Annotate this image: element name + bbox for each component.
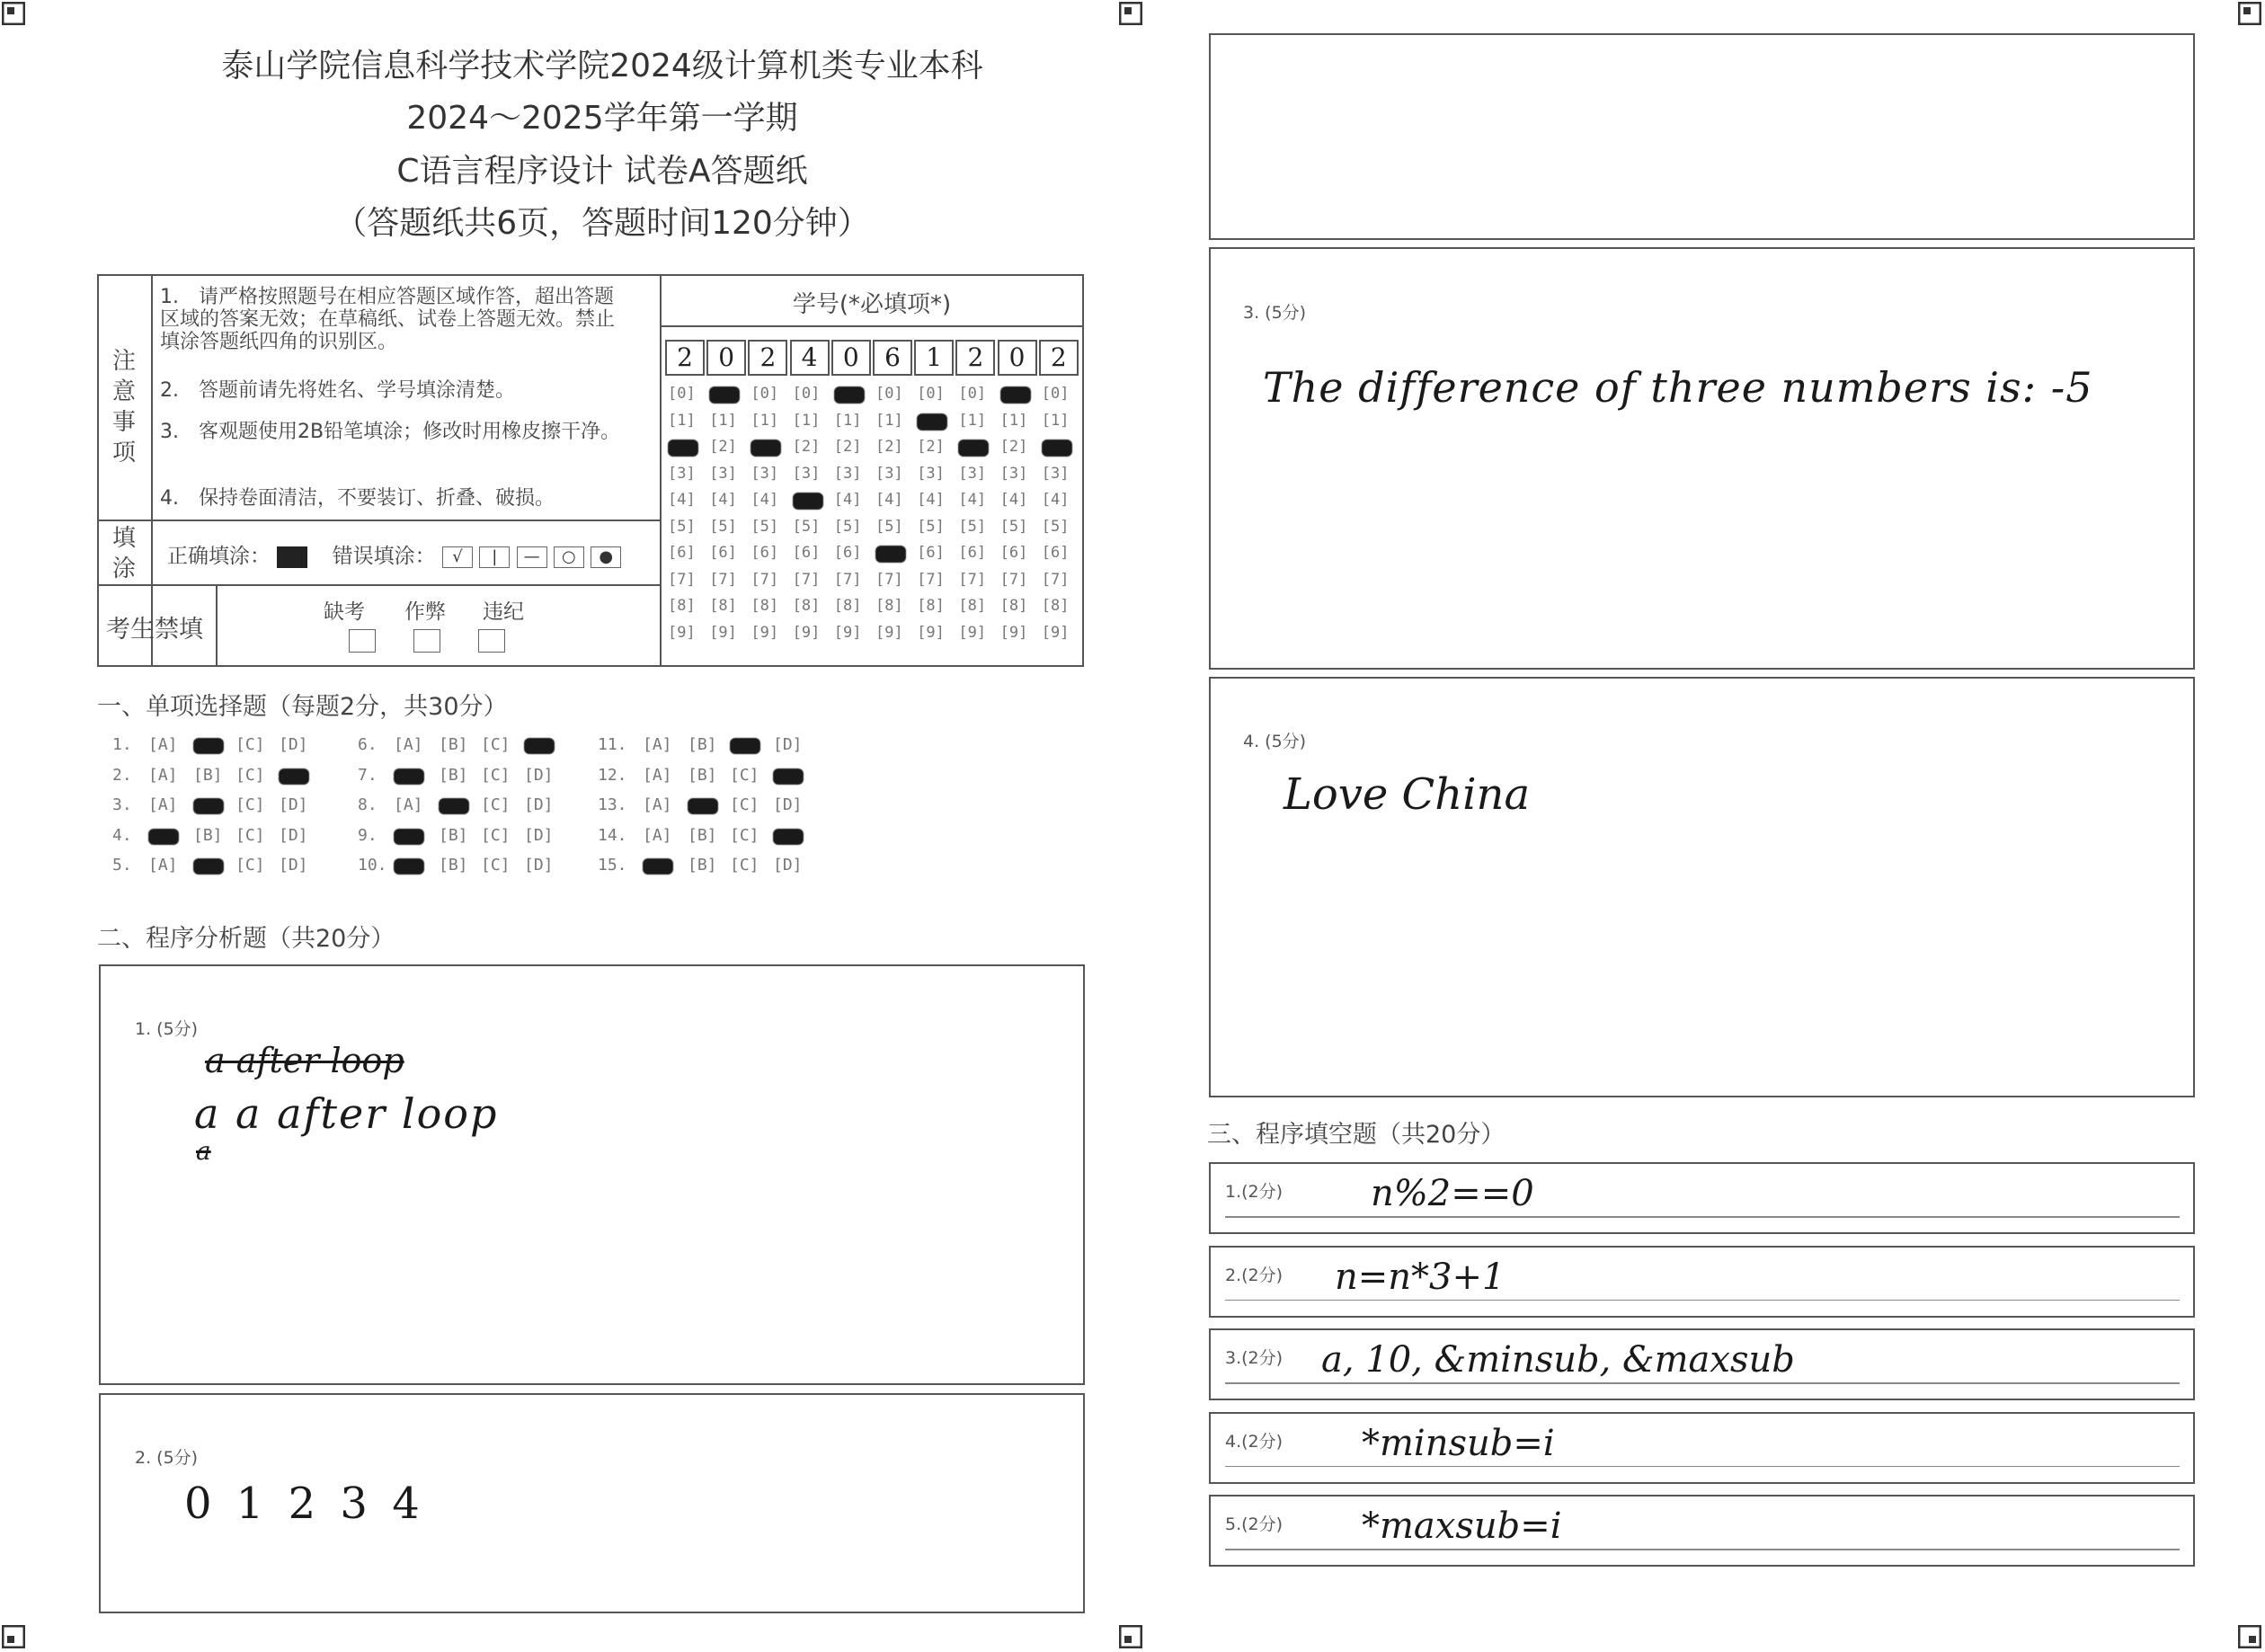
student-id-bubble[interactable]: [3] <box>668 464 696 483</box>
student-id-bubble[interactable]: [1] <box>1041 411 1070 430</box>
mc-filled-bubble[interactable] <box>394 768 424 785</box>
exam-term: 2024～2025学年第一学期 <box>406 100 798 137</box>
mc-question-number: 14. <box>598 825 627 845</box>
mc-option-bubble[interactable]: [C] <box>235 856 265 875</box>
mc-option-bubble[interactable]: [C] <box>235 735 265 754</box>
student-id-bubble[interactable]: [9] <box>792 623 821 642</box>
student-id-bubble[interactable]: [6] <box>958 544 987 562</box>
mc-option-bubble[interactable]: [A] <box>643 765 672 785</box>
mc-filled-bubble[interactable] <box>773 768 804 785</box>
mc-filled-bubble[interactable] <box>688 798 718 814</box>
exam-pages-note: （答题纸共6页，答题时间120分钟） <box>334 205 870 242</box>
fill-underline <box>1225 1549 2180 1550</box>
student-id-bubble[interactable]: [8] <box>668 597 696 615</box>
student-id-bubble[interactable]: [6] <box>1041 544 1070 562</box>
mc-question-number: 9. <box>358 825 378 845</box>
student-id-bubble[interactable]: [5] <box>668 517 696 536</box>
student-id-bubble[interactable]: [5] <box>999 517 1028 536</box>
mc-option-bubble[interactable]: [D] <box>279 795 308 814</box>
fill-item-answer: n%2==0 <box>1371 1173 1534 1214</box>
mc-filled-bubble[interactable] <box>279 768 309 785</box>
corner-marker-icon <box>2 1625 25 1648</box>
mc-option-bubble[interactable]: [D] <box>279 825 308 845</box>
fill-answer-box[interactable] <box>1209 1495 2195 1567</box>
student-id-digit: 2 <box>1039 340 1079 376</box>
fill-underline <box>1225 1216 2180 1218</box>
student-id-bubble[interactable]: [9] <box>958 623 987 642</box>
student-id-bubble[interactable]: [7] <box>999 570 1028 589</box>
mc-filled-bubble[interactable] <box>643 858 673 875</box>
mc-option-bubble[interactable]: [B] <box>439 825 468 845</box>
mc-question-number: 12. <box>598 765 627 785</box>
student-id-bubble[interactable]: [3] <box>917 464 945 483</box>
flag-absent-label: 缺考 <box>324 600 365 624</box>
wrong-fill-dot: ● <box>591 546 621 568</box>
flag-violation-checkbox[interactable] <box>478 629 505 653</box>
student-id-bubble[interactable]: [0] <box>792 385 821 403</box>
q3-answer: The difference of three numbers is: -5 <box>1263 363 2093 412</box>
student-id-bubble[interactable]: [2] <box>999 438 1028 456</box>
student-id-bubble[interactable]: [6] <box>792 544 821 562</box>
student-id-bubble[interactable]: [7] <box>958 570 987 589</box>
mc-option-bubble[interactable]: [C] <box>481 856 511 875</box>
student-id-bubble[interactable]: [4] <box>833 491 862 509</box>
corner-marker-icon <box>2238 1625 2261 1648</box>
wrong-fill-circle: ○ <box>554 546 584 568</box>
q1-struck-answer: a after loop <box>205 1041 404 1080</box>
corner-marker-icon <box>2 2 25 25</box>
mc-option-bubble[interactable]: [A] <box>643 795 672 814</box>
mc-option-bubble[interactable]: [B] <box>193 765 223 785</box>
wrong-fill-dash: — <box>517 546 547 568</box>
fill-label: 填涂 <box>111 525 136 582</box>
student-id-bubble[interactable]: [3] <box>999 464 1028 483</box>
mc-option-bubble[interactable]: [B] <box>439 765 468 785</box>
student-id-bubble[interactable]: [5] <box>958 517 987 536</box>
student-id-digit: 2 <box>748 340 787 376</box>
student-id-bubble[interactable]: [3] <box>709 464 737 483</box>
mc-option-bubble[interactable]: [D] <box>279 856 308 875</box>
student-id-digit: 4 <box>790 340 830 376</box>
mc-option-bubble[interactable]: [C] <box>235 825 265 845</box>
student-id-bubble[interactable]: [9] <box>833 623 862 642</box>
corner-marker-icon <box>1119 1625 1142 1648</box>
mc-option-bubble[interactable]: [D] <box>524 765 554 785</box>
section1-title: 一、单项选择题（每题2分，共30分） <box>97 693 508 721</box>
mc-filled-bubble[interactable] <box>148 829 179 845</box>
student-id-bubble[interactable]: [8] <box>958 597 987 615</box>
student-id-bubble[interactable]: [0] <box>668 385 696 403</box>
mc-option-bubble[interactable]: [A] <box>148 795 178 814</box>
student-id-bubble[interactable]: [2] <box>875 438 903 456</box>
student-id-bubble[interactable]: [6] <box>751 544 779 562</box>
mc-option-bubble[interactable]: [D] <box>524 795 554 814</box>
mc-option-bubble[interactable]: [D] <box>773 856 803 875</box>
mc-option-bubble[interactable]: [A] <box>148 765 178 785</box>
student-id-bubble[interactable]: [4] <box>958 491 987 509</box>
student-id-bubble[interactable]: [7] <box>833 570 862 589</box>
mc-option-bubble[interactable]: [D] <box>773 795 803 814</box>
student-id-digit: 0 <box>998 340 1037 376</box>
mc-question-number: 3. <box>112 795 132 814</box>
wrong-fill-bar: | <box>479 546 510 568</box>
mc-option-bubble[interactable]: [A] <box>643 825 672 845</box>
notice-item-2: 2. 答题前请先将姓名、学号填涂清楚。 <box>160 379 515 402</box>
student-id-filled-bubble[interactable] <box>793 493 823 510</box>
student-id-bubble[interactable]: [1] <box>958 411 987 430</box>
fill-answer-box[interactable] <box>1209 1162 2195 1234</box>
student-id-bubble[interactable]: [7] <box>709 570 737 589</box>
mc-option-bubble[interactable]: [A] <box>643 735 672 754</box>
student-id-bubble[interactable]: [0] <box>751 385 779 403</box>
mc-question-number: 11. <box>598 735 627 754</box>
wrong-fill-label: 错误填涂： <box>332 545 436 568</box>
mc-option-bubble[interactable]: [C] <box>235 795 265 814</box>
student-id-bubble[interactable]: [5] <box>1041 517 1070 536</box>
mc-option-bubble[interactable]: [B] <box>193 825 223 845</box>
fill-examples <box>167 539 621 569</box>
student-id-filled-bubble[interactable] <box>668 440 698 457</box>
student-id-bubble[interactable]: [8] <box>751 597 779 615</box>
student-id-digit: 0 <box>831 340 871 376</box>
student-id-bubble[interactable]: [6] <box>999 544 1028 562</box>
student-id-bubble[interactable]: [2] <box>792 438 821 456</box>
student-id-filled-bubble[interactable] <box>751 440 781 457</box>
student-id-bubble[interactable]: [5] <box>792 517 821 536</box>
wrong-fill-check: √ <box>442 546 473 568</box>
mc-option-bubble[interactable]: [C] <box>481 735 511 754</box>
student-id-filled-bubble[interactable] <box>834 386 865 404</box>
answer-box-q1[interactable] <box>99 964 1085 1385</box>
mc-question-number: 6. <box>358 735 378 754</box>
student-id-bubble[interactable]: [5] <box>833 517 862 536</box>
exam-school-title: 泰山学院信息科学技术学院2024级计算机类专业本科 <box>221 48 983 84</box>
mc-question-number: 2. <box>112 765 132 785</box>
student-id-bubble[interactable]: [2] <box>917 438 945 456</box>
mc-option-bubble[interactable]: [B] <box>688 856 717 875</box>
student-id-bubble[interactable]: [1] <box>792 411 821 430</box>
mc-option-bubble[interactable]: [C] <box>235 765 265 785</box>
student-id-filled-bubble[interactable] <box>917 413 947 431</box>
mc-question-number: 1. <box>112 735 132 754</box>
exam-course-title: C语言程序设计 试卷A答题纸 <box>396 153 808 190</box>
fill-item-label: 2.(2分) <box>1225 1265 1284 1285</box>
exam-flags-label: 考生禁填 <box>106 616 203 644</box>
mc-option-bubble[interactable]: [A] <box>148 856 178 875</box>
flag-cheat-checkbox[interactable] <box>413 629 440 653</box>
corner-marker-icon <box>2238 2 2261 25</box>
mc-option-bubble[interactable]: [A] <box>148 735 178 754</box>
student-id-bubble[interactable]: [4] <box>751 491 779 509</box>
student-id-bubble[interactable]: [5] <box>917 517 945 536</box>
fill-item-label: 1.(2分) <box>1225 1182 1284 1202</box>
student-id-bubble[interactable]: [9] <box>999 623 1028 642</box>
flag-violation-label: 违纪 <box>483 600 524 624</box>
student-id-bubble[interactable]: [5] <box>751 517 779 536</box>
mc-filled-bubble[interactable] <box>394 858 424 875</box>
fill-item-answer: *minsub=i <box>1362 1422 1555 1464</box>
student-id-bubble[interactable]: [8] <box>875 597 903 615</box>
student-id-digit: 2 <box>665 340 705 376</box>
fill-item-answer: *maxsub=i <box>1362 1505 1562 1547</box>
student-id-bubble[interactable]: [8] <box>833 597 862 615</box>
fill-item-answer: n=n*3+1 <box>1335 1256 1506 1298</box>
mc-filled-bubble[interactable] <box>773 829 804 845</box>
mc-question-number: 8. <box>358 795 378 814</box>
student-id-bubble[interactable]: [5] <box>875 517 903 536</box>
student-id-title: 学号(*必填项*) <box>792 291 952 318</box>
student-id-bubble[interactable]: [7] <box>792 570 821 589</box>
student-id-bubble[interactable]: [9] <box>751 623 779 642</box>
student-id-bubble[interactable]: [1] <box>833 411 862 430</box>
fill-underline <box>1225 1300 2180 1301</box>
student-id-bubble[interactable]: [8] <box>999 597 1028 615</box>
mc-filled-bubble[interactable] <box>394 829 424 845</box>
student-id-bubble[interactable]: [5] <box>709 517 737 536</box>
student-id-bubble[interactable]: [7] <box>875 570 903 589</box>
q1-scribble: a <box>196 1136 211 1166</box>
answer-box-q4[interactable] <box>1209 677 2195 1097</box>
fill-underline <box>1225 1466 2180 1468</box>
flag-absent-checkbox[interactable] <box>349 629 376 653</box>
student-id-bubble[interactable]: [7] <box>751 570 779 589</box>
student-id-bubble[interactable]: [3] <box>958 464 987 483</box>
student-id-bubble[interactable]: [1] <box>999 411 1028 430</box>
mc-question-number: 15. <box>598 856 627 875</box>
mc-filled-bubble[interactable] <box>193 798 224 814</box>
fill-item-label: 5.(2分) <box>1225 1514 1284 1534</box>
section3-title: 三、程序填空题（共20分） <box>1207 1121 1506 1149</box>
student-id-bubble[interactable]: [7] <box>917 570 945 589</box>
mc-option-bubble[interactable]: [C] <box>730 795 759 814</box>
student-id-bubble[interactable]: [9] <box>875 623 903 642</box>
student-id-bubble[interactable]: [4] <box>999 491 1028 509</box>
fill-underline <box>1225 1382 2180 1384</box>
q2-answer: 0 1 2 3 4 <box>184 1479 425 1529</box>
mc-question-number: 13. <box>598 795 627 814</box>
student-id-bubble[interactable]: [4] <box>875 491 903 509</box>
student-id-bubble[interactable]: [7] <box>668 570 696 589</box>
student-id-filled-bubble[interactable] <box>875 546 906 563</box>
corner-marker-icon <box>1119 2 1142 25</box>
student-id-bubble[interactable]: [2] <box>709 438 737 456</box>
student-id-bubble[interactable]: [3] <box>833 464 862 483</box>
mc-filled-bubble[interactable] <box>730 738 760 754</box>
student-id-bubble[interactable]: [3] <box>1041 464 1070 483</box>
mc-question-number: 7. <box>358 765 378 785</box>
mc-option-bubble[interactable]: [D] <box>279 735 308 754</box>
q3-label: 3. (5分) <box>1243 303 1307 323</box>
mc-option-bubble[interactable]: [C] <box>481 765 511 785</box>
q4-answer: Love China <box>1284 769 1531 820</box>
section2-title: 二、程序分析题（共20分） <box>97 925 395 953</box>
student-id-bubble[interactable]: [0] <box>1041 385 1070 403</box>
mc-option-bubble[interactable]: [A] <box>394 795 423 814</box>
mc-option-bubble[interactable]: [C] <box>481 795 511 814</box>
student-id-bubble[interactable]: [1] <box>709 411 737 430</box>
mc-filled-bubble[interactable] <box>524 738 555 754</box>
mc-question-number: 10. <box>358 856 387 875</box>
flag-cheat-label: 作弊 <box>404 600 446 624</box>
mc-option-bubble[interactable]: [A] <box>394 735 423 754</box>
correct-fill-label: 正确填涂： <box>167 545 271 568</box>
student-id-bubble[interactable]: [1] <box>751 411 779 430</box>
fill-item-answer: a, 10, &minsub, &maxsub <box>1321 1339 1795 1381</box>
student-id-bubble[interactable]: [2] <box>833 438 862 456</box>
answer-box-continued[interactable] <box>1209 33 2195 240</box>
student-id-bubble[interactable]: [4] <box>668 491 696 509</box>
answer-box-q3[interactable] <box>1209 247 2195 670</box>
student-id-bubble[interactable]: [1] <box>668 411 696 430</box>
mc-option-bubble[interactable]: [B] <box>688 825 717 845</box>
mc-filled-bubble[interactable] <box>193 738 224 754</box>
mc-option-bubble[interactable]: [C] <box>481 825 511 845</box>
student-id-bubble[interactable]: [0] <box>875 385 903 403</box>
student-id-bubble[interactable]: [8] <box>792 597 821 615</box>
q4-label: 4. (5分) <box>1243 732 1307 751</box>
mc-option-bubble[interactable]: [C] <box>730 856 759 875</box>
student-id-bubble[interactable]: [6] <box>709 544 737 562</box>
student-id-bubble[interactable]: [6] <box>917 544 945 562</box>
student-id-bubble[interactable]: [0] <box>958 385 987 403</box>
correct-fill-mark <box>277 546 307 568</box>
student-id-bubble[interactable]: [4] <box>1041 491 1070 509</box>
notice-label: 注意事项 <box>111 348 136 466</box>
student-id-bubble[interactable]: [9] <box>709 623 737 642</box>
fill-item-label: 4.(2分) <box>1225 1431 1284 1452</box>
notice-item-3: 3. 客观题使用2B铅笔填涂；修改时用橡皮擦干净。 <box>160 421 621 443</box>
q2-label: 2. (5分) <box>135 1448 199 1468</box>
notice-item-1: 1. 请严格按照题号在相应答题区域作答，超出答题区域的答案无效；在草稿纸、试卷上答题无效。禁止填涂答题纸四角的识别区。 <box>160 286 616 353</box>
student-id-digit: 6 <box>873 340 912 376</box>
student-id-digit: 0 <box>706 340 746 376</box>
student-id-bubble[interactable]: [9] <box>668 623 696 642</box>
student-id-filled-bubble[interactable] <box>1042 440 1072 457</box>
mc-option-bubble[interactable]: [B] <box>439 735 468 754</box>
student-id-filled-bubble[interactable] <box>1000 386 1031 404</box>
student-id-bubble[interactable]: [9] <box>917 623 945 642</box>
student-id-digit: 1 <box>914 340 954 376</box>
student-id-bubble[interactable]: [9] <box>1041 623 1070 642</box>
student-id-bubble[interactable]: [3] <box>792 464 821 483</box>
student-id-bubble[interactable]: [8] <box>1041 597 1070 615</box>
mc-option-bubble[interactable]: [B] <box>439 856 468 875</box>
notice-item-4: 4. 保持卷面清洁，不要装订、折叠、破损。 <box>160 487 555 510</box>
student-id-filled-bubble[interactable] <box>709 386 740 404</box>
student-id-digit: 2 <box>955 340 995 376</box>
student-id-bubble[interactable]: [3] <box>751 464 779 483</box>
mc-option-bubble[interactable]: [B] <box>688 765 717 785</box>
student-id-bubble[interactable]: [0] <box>917 385 945 403</box>
student-id-bubble[interactable]: [6] <box>668 544 696 562</box>
mc-option-bubble[interactable]: [D] <box>524 856 554 875</box>
student-id-bubble[interactable]: [3] <box>875 464 903 483</box>
mc-option-bubble[interactable]: [D] <box>773 735 803 754</box>
mc-filled-bubble[interactable] <box>439 798 469 814</box>
fill-item-label: 3.(2分) <box>1225 1348 1284 1368</box>
q1-label: 1. (5分) <box>135 1019 199 1039</box>
fill-answer-box[interactable] <box>1209 1412 2195 1484</box>
mc-filled-bubble[interactable] <box>193 858 224 875</box>
mc-option-bubble[interactable]: [D] <box>524 825 554 845</box>
student-id-bubble[interactable]: [1] <box>875 411 903 430</box>
mc-option-bubble[interactable]: [C] <box>730 765 759 785</box>
student-id-bubble[interactable]: [8] <box>917 597 945 615</box>
mc-option-bubble[interactable]: [C] <box>730 825 759 845</box>
student-id-bubble[interactable]: [4] <box>917 491 945 509</box>
student-id-bubble[interactable]: [7] <box>1041 570 1070 589</box>
q1-answer: a a after loop <box>194 1089 499 1138</box>
student-id-bubble[interactable]: [4] <box>709 491 737 509</box>
mc-question-number: 5. <box>112 856 132 875</box>
mc-option-bubble[interactable]: [B] <box>688 735 717 754</box>
student-id-filled-bubble[interactable] <box>958 440 989 457</box>
student-id-bubble[interactable]: [6] <box>833 544 862 562</box>
mc-question-number: 4. <box>112 825 132 845</box>
student-id-bubble[interactable]: [8] <box>709 597 737 615</box>
